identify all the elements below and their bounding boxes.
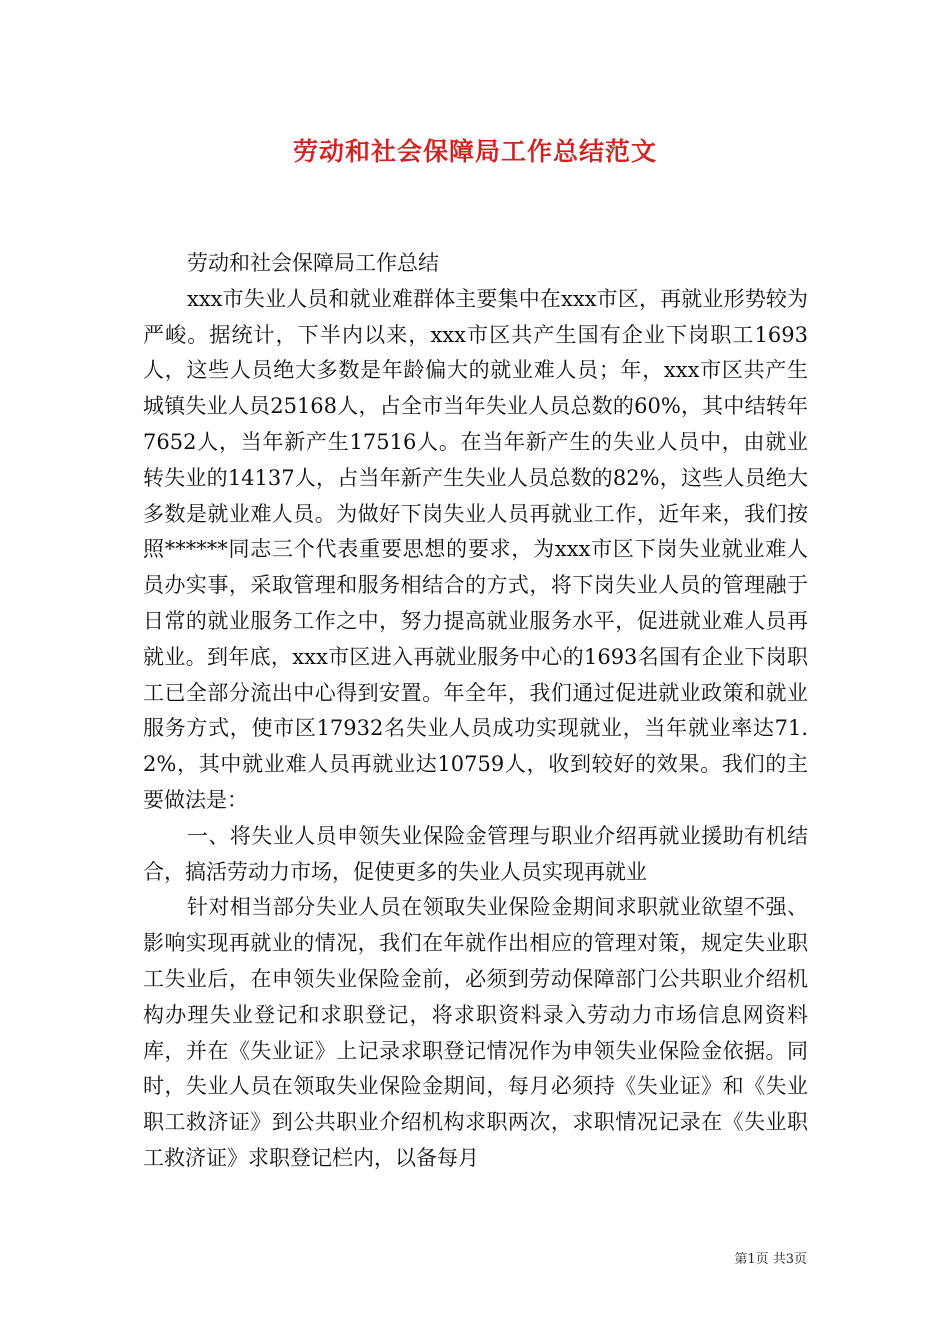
paragraph-overview: xxx市失业人员和就业难群体主要集中在xxx市区，再就业形势较为严峻。据统计，下半内以来，xxx市区共产生国有企业下岗职工1693人，这些人员绝大多数是年龄偏大的就业难人员；年，xxx市区共产生城镇失业人员25168人，占全市当年失业人员总数的60%，其中结转年7652人，当年新产生17516人。在当年新产生的失业人员中，由就业转失业的14137人，占当年新产生失业人员总数的82%，这些人员绝大多数是就业难人员。为做好下岗失业人员再就业工作，近年来，我们按照******同志三个代表重要思想的要求，为xxx市区下岗失业就业难人员办实事，采取管理和服务相结合的方式，将下岗失业人员的管理融于日常的就业服务工作之中，努力提高就业服务水平，促进就业难人员再就业。到年底，xxx市区进入再就业服务中心的1693名国有企业下岗职工已全部分流出中心得到安置。年全年，我们通过促进就业政策和就业服务方式，使市区17932名失业人员成功实现就业，当年就业率达71.2%，其中就业难人员再就业达10759人，收到较好的效果。我们的主要做法是：: [143, 286, 808, 812]
paragraph-section-one-heading: 一、将失业人员申领失业保险金管理与职业介绍再就业援助有机结合，搞活劳动力市场，促使更多的失业人员实现再就业: [143, 823, 808, 884]
document-title: 劳动和社会保障局工作总结范文: [292, 137, 657, 166]
paragraph-heading: 劳动和社会保障局工作总结: [187, 251, 439, 275]
paragraph-section-one-body: 针对相当部分失业人员在领取失业保险金期间求职就业欲望不强、影响实现再就业的情况，我们在年就作出相应的管理对策，规定失业职工失业后，在申领失业保险金前，必须到劳动保障部门公共职业介绍机构办理失业登记和求职登记，将求职资料录入劳动力市场信息网资料库，并在《失业证》上记录求职登记情况作为申领失业保险金依据。同时，失业人员在领取失业保险金期间，每月必须持《失业证》和《失业职工救济证》到公共职业介绍机构求职两次，求职情况记录在《失业职工救济证》求职登记栏内，以备每月: [143, 895, 808, 1170]
page-number: 第1页 共3页: [734, 1252, 807, 1267]
document-body: [143, 246, 808, 1177]
